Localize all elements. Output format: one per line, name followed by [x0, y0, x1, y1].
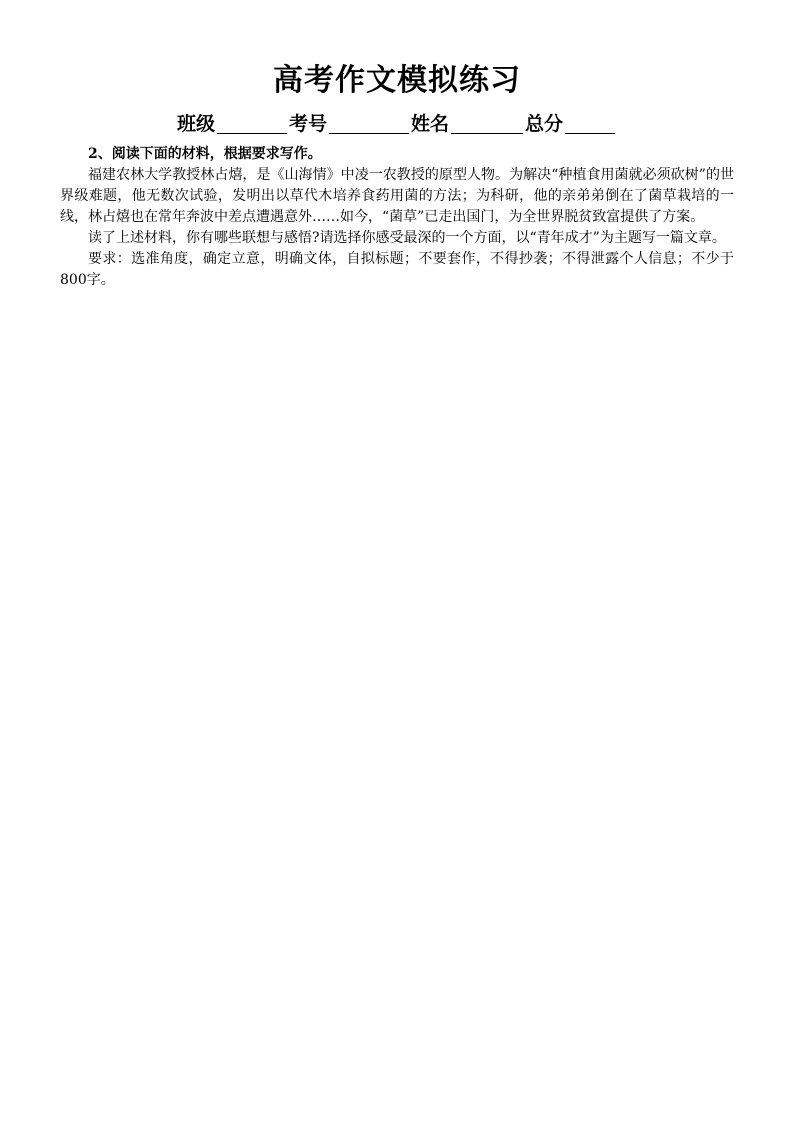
total-score-label: 总分	[525, 113, 564, 135]
material-paragraph: 福建农林大学教授林占熺，是《山海情》中凌一农教授的原型人物。为解决“种植食用菌就必须砍树”的世界级难题，他无数次试验，发明出以草代木培养食药用菌的方法；为科研，他的亲弟弟倒在了菌草栽培的一线，林占熺也在常年奔波中差点遭遇意外……如今，“菌草”已走出国门，为全世界脱贫致富提供了方案。	[60, 167, 734, 225]
total-score-blank-line	[565, 113, 615, 134]
prompt-paragraph: 读了上述材料，你有哪些联想与感悟?请选择你感受最深的一个方面，以“青年成才”为主题写一篇文章。	[88, 230, 726, 246]
question-heading: 2、阅读下面的材料，根据要求写作。	[88, 146, 322, 162]
requirements-paragraph: 要求：选准角度，确定立意，明确文体，自拟标题；不要套作，不得抄袭；不得泄露个人信息；不少于 800字。	[60, 251, 734, 288]
document-title: 高考作文模拟练习	[273, 63, 521, 98]
student-info-row	[0, 111, 794, 137]
class-blank-line	[217, 113, 287, 134]
exam-number-blank-line	[329, 113, 409, 134]
question-content	[60, 144, 734, 291]
exam-number-label: 考号	[288, 113, 327, 135]
name-label: 姓名	[411, 113, 450, 135]
name-blank-line	[451, 113, 523, 134]
class-label: 班级	[176, 113, 215, 135]
